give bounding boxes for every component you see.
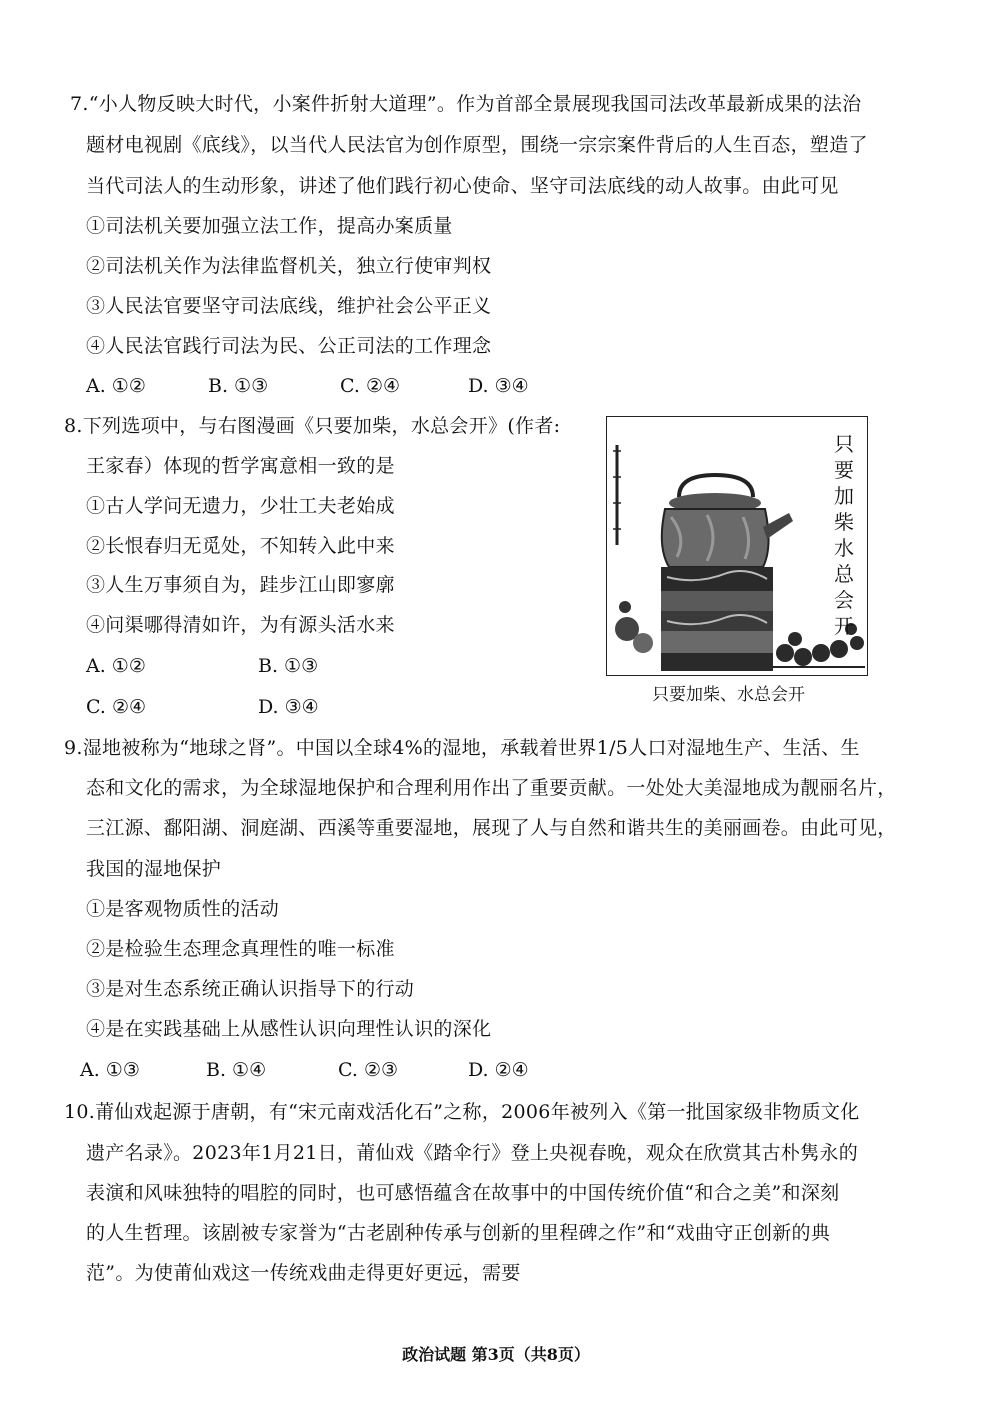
q9-option-a: A. ①③: [80, 1059, 140, 1081]
q10-stem-line-2: 遗产名录》。2023年1月21日，莆仙戏《踏伞行》登上央视春晚，观众在欣赏其古朴隽永的: [86, 1142, 859, 1164]
q9-option-c: C. ②③: [338, 1059, 399, 1081]
q8-stem-line-1: 8.下列选项中，与右图漫画《只要加柴，水总会开》(作者:: [64, 415, 561, 437]
q8-stem-line-2: 王家春）体现的哲学寓意相一致的是: [86, 455, 395, 477]
cartoon-caption: 只要加柴、水总会开: [652, 685, 805, 705]
cartoon-char: 水: [834, 536, 854, 560]
q8-item-1: ①古人学问无遗力，少壮工夫老始成: [86, 495, 395, 517]
q7-stem-line-1: 7.“小人物反映大时代，小案件折射大道理”。作为首部全景展现我国司法改革最新成果的法治: [70, 93, 862, 115]
cartoon-char: 开: [834, 614, 854, 638]
q10-stem-line-5: 范”。为使莆仙戏这一传统戏曲走得更好更远，需要: [86, 1262, 521, 1284]
q8-item-4: ④问渠哪得清如许，为有源头活水来: [86, 614, 395, 636]
q9-option-b: B. ①④: [206, 1059, 267, 1081]
q8-item-2: ②长恨春归无觅处，不知转入此中来: [86, 535, 395, 557]
q9-item-4: ④是在实践基础上从感性认识向理性认识的深化: [86, 1018, 492, 1040]
cartoon-kettle-image: [606, 416, 868, 676]
q9-options: [80, 1058, 680, 1082]
cartoon-char: 会: [834, 588, 854, 612]
q8-option-a: A. ①②: [86, 655, 146, 677]
cartoon-char: 要: [834, 458, 854, 482]
q9-item-2: ②是检验生态理念真理性的唯一标准: [86, 938, 395, 960]
cartoon-vertical-text: [829, 431, 859, 639]
q10-stem-line-3: 表演和风味独特的唱腔的同时，也可感悟蕴含在故事中的中国传统价值“和合之美”和深刻: [86, 1182, 840, 1204]
q7-item-3: ③人民法官要坚守司法底线，维护社会公平正义: [86, 295, 492, 317]
q7-item-4: ④人民法官践行司法为民、公正司法的工作理念: [86, 335, 492, 357]
q7-options: [86, 374, 686, 398]
page-footer: 政治试题 第3页（共8页）: [402, 1345, 590, 1364]
q10-stem-line-1: 10.莆仙戏起源于唐朝，有“宋元南戏活化石”之称，2006年被列入《第一批国家级非物质文化: [64, 1101, 860, 1123]
q7-option-c: C. ②④: [340, 375, 401, 397]
q10-stem-line-4: 的人生哲理。该剧被专家誉为“古老剧种传承与创新的里程碑之作”和“戏曲守正创新的典: [86, 1222, 831, 1244]
q9-stem-line-2: 态和文化的需求，为全球湿地保护和合理利用作出了重要贡献。一处处大美湿地成为靓丽名片，: [86, 777, 897, 799]
q8-item-3: ③人生万事须自为，跬步江山即寥廓: [86, 574, 395, 596]
q8-option-c: C. ②④: [86, 696, 147, 718]
q7-item-2: ②司法机关作为法律监督机关，独立行使审判权: [86, 255, 492, 277]
q8-options-row-2: [86, 695, 386, 719]
q7-stem-line-3: 当代司法人的生动形象，讲述了他们践行初心使命、坚守司法底线的动人故事。由此可见: [86, 175, 839, 197]
q7-option-b: B. ①③: [208, 375, 269, 397]
q9-stem-line-3: 三江源、鄱阳湖、洞庭湖、西溪等重要湿地，展现了人与自然和谐共生的美丽画卷。由此可见，: [86, 817, 897, 839]
q7-option-a: A. ①②: [86, 375, 146, 397]
q8-option-b: B. ①③: [258, 655, 319, 677]
q7-option-d: D. ③④: [468, 375, 529, 397]
q7-stem-line-2: 题材电视剧《底线》，以当代人民法官为创作原型，围绕一宗宗案件背后的人生百态，塑造了: [86, 134, 868, 156]
cartoon-char: 总: [834, 562, 854, 586]
cartoon-char: 加: [834, 484, 854, 508]
q9-item-1: ①是客观物质性的活动: [86, 898, 280, 920]
q9-stem-line-1: 9.湿地被称为“地球之肾”。中国以全球4%的湿地，承载着世界1/5人口对湿地生产、生活、生: [64, 737, 860, 759]
q8-options-row-1: [86, 654, 386, 678]
q8-option-d: D. ③④: [258, 696, 319, 718]
q9-option-d: D. ②④: [468, 1059, 529, 1081]
q9-item-3: ③是对生态系统正确认识指导下的行动: [86, 978, 415, 1000]
cartoon-char: 只: [834, 432, 854, 456]
q7-item-1: ①司法机关要加强立法工作，提高办案质量: [86, 215, 453, 237]
q9-stem-line-4: 我国的湿地保护: [86, 858, 222, 880]
cartoon-char: 柴: [834, 510, 854, 534]
